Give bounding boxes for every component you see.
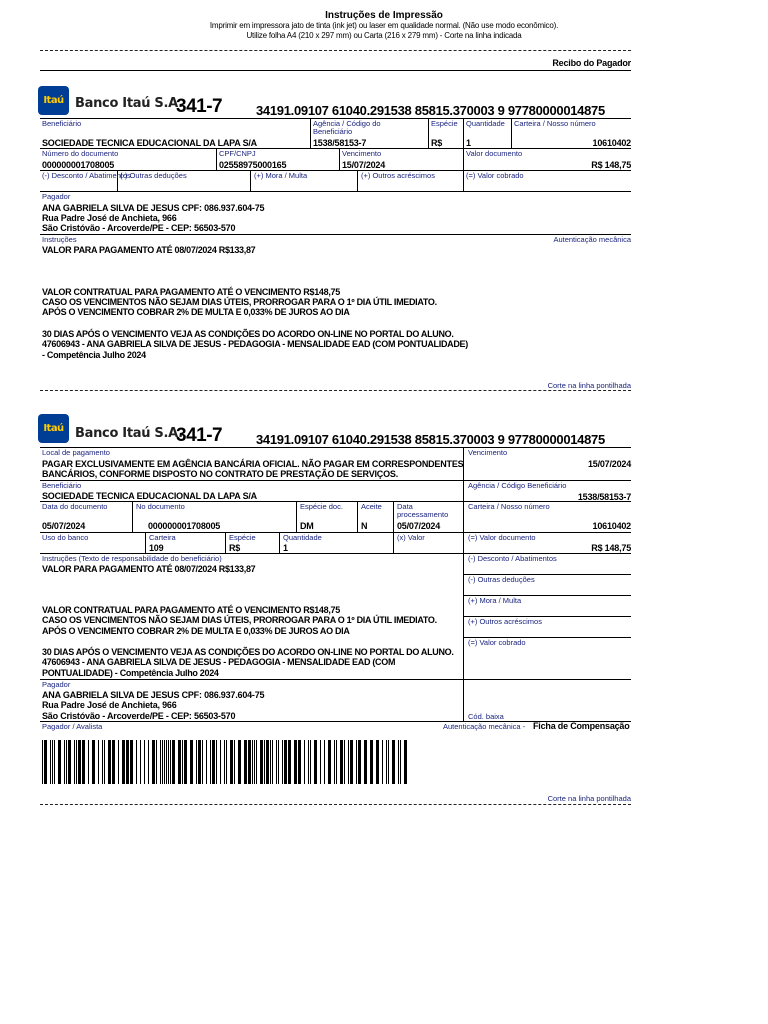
divider [296,501,297,532]
divider [463,447,464,721]
instruction-line: APÓS O VENCIMENTO COBRAR 2% DE MULTA E 0,033% DE JUROS AO DIA [42,307,350,317]
barcode-bar [288,740,291,784]
cut-line [40,804,631,805]
barcode-bar [320,740,321,784]
barcode-bar [294,740,297,784]
barcode-bar [184,740,187,784]
autenticacao-label: Autenticação mecânica [553,235,631,244]
data-proc-label: Data [397,502,413,511]
barcode-bar [400,740,401,784]
valor-doc-value: R$ 148,75 [591,543,631,553]
instruction-line: VALOR PARA PAGAMENTO ATÉ 08/07/2024 R$133,87 [42,245,256,255]
carteira-label: Carteira [149,533,176,542]
barcode-bar [284,740,287,784]
barcode-bar [252,740,253,784]
barcode-bar [76,740,77,784]
barcode-bar [74,740,75,784]
instruction-line: VALOR CONTRATUAL PARA PAGAMENTO ATÉ O VENCIMENTO R$148,75 [42,287,340,297]
agencia-label: Agência / Código do Beneficiário [313,119,381,136]
divider [393,501,394,553]
corte-label: Corte na linha pontilhada [547,381,631,390]
barcode-bar [358,740,361,784]
barcode-bar [344,740,345,784]
autenticacao-label: Autenticação mecânica - [443,722,526,731]
data-doc-label: Data do documento [42,502,108,511]
barcode-bar [144,740,145,784]
barcode-bar [314,740,317,784]
print-instructions-line-1: Imprimir em impressora jato de tinta (ink jet) ou laser em qualidade normal. (Não use modo econômico). [209,21,559,30]
barcode-bar [130,740,133,784]
beneficiario-value: SOCIEDADE TECNICA EDUCACIONAL DA LAPA S/A [42,138,257,148]
quantidade-value: 1 [466,138,471,148]
outros-acrescimos-label: (+) Outros acréscimos [468,617,542,626]
barcode-bar [230,740,233,784]
barcode-bar [340,740,343,784]
barcode-bar [178,740,181,784]
instruction-line: CASO OS VENCIMENTOS NÃO SEJAM DIAS ÚTEIS, PRORROGAR PARA O 1º DIA ÚTIL IMEDIATO. [42,615,437,625]
barcode-bar [334,740,335,784]
pagador-line-1: ANA GABRIELA SILVA DE JESUS CPF: 086.937.604-75 [42,203,265,213]
instruction-line: PONTUALIDADE) - Competência Julho 2024 [42,668,219,678]
divider [428,118,429,148]
quantidade-label: Quantidade [283,533,322,542]
vencimento-value: 15/07/2024 [587,459,631,469]
nosso-numero-value: 10610402 [592,521,631,531]
barcode-bar [256,740,257,784]
corte-label: Corte na linha pontilhada [547,794,631,803]
barcode-bar [126,740,129,784]
barcode-bar [216,740,217,784]
barcode-bar [64,740,65,784]
barcode-bar [278,740,279,784]
barcode-bar [148,740,149,784]
barcode-bar [304,740,305,784]
divider [132,501,133,532]
barcode [42,740,410,784]
barcode-bar [162,740,163,784]
nosso-numero-value: 10610402 [592,138,631,148]
barcode-bar [168,740,169,784]
valor-doc-label: Valor documento [466,149,523,158]
carteira-value: 109 [149,543,164,553]
barcode-bar [206,740,207,784]
instruction-line: - Competência Julho 2024 [42,350,146,360]
instruction-line: VALOR PARA PAGAMENTO ATÉ 08/07/2024 R$133,87 [42,564,256,574]
barcode-bar [226,740,227,784]
cut-line-top [40,50,631,51]
barcode-bar [102,740,103,784]
instrucoes-label: Instruções [42,235,77,244]
bank-name: Banco Itaú S.A. [75,426,183,441]
barcode-bar [356,740,357,784]
especie-value: R$ [431,138,443,148]
quantidade-label: Quantidade [466,119,505,128]
barcode-bar [298,740,301,784]
num-doc-value: 000000001708005 [42,160,115,170]
especie-label: Espécie [229,533,256,542]
barcode-bar [104,740,105,784]
pagador-label: Pagador [42,680,71,689]
barcode-bar [404,740,407,784]
bank-code: 341-7 [176,425,223,446]
vencimento-label: Vencimento [342,149,382,158]
valor-cobrado-label: (=) Valor cobrado [466,171,524,180]
divider [339,148,340,170]
barcode-bar [388,740,389,784]
barcode-bar [386,740,387,784]
barcode-bar [264,740,265,784]
pagador-label: Pagador [42,192,71,201]
barcode-bar [182,740,183,784]
instruction-line: 30 DIAS APÓS O VENCIMENTO VEJA AS CONDIÇÕES DO ACORDO ON-LINE NO PORTAL DO ALUNO. [42,329,454,339]
uso-banco-label: Uso do banco [42,533,89,542]
outros-acrescimos-label: (+) Outros acréscimos [361,171,435,180]
barcode-bar [234,740,235,784]
carteira-nn-label: Carteira / Nosso número [468,502,550,511]
barcode-bar [50,740,51,784]
divider [250,170,251,191]
barcode-bar [210,740,211,784]
barcode-bar [336,740,337,784]
beneficiario-label: Beneficiário [42,481,82,490]
barcode-bar [254,740,255,784]
divider [216,148,217,170]
barcode-bar [272,740,273,784]
outras-deducoes-label: (-) Outras deduções [468,575,535,584]
barcode-bar [202,740,203,784]
barcode-bar [54,740,55,784]
aceite-label: Aceite [361,502,382,511]
barcode-bar [376,740,379,784]
divider [511,118,512,148]
especie-value: R$ [229,543,241,553]
barcode-bar [78,740,81,784]
bank-code: 341-7 [176,96,223,117]
instruction-line: CASO OS VENCIMENTOS NÃO SEJAM DIAS ÚTEIS, PRORROGAR PARA O 1º DIA ÚTIL IMEDIATO. [42,297,437,307]
instruction-line: APÓS O VENCIMENTO COBRAR 2% DE MULTA E 0,033% DE JUROS AO DIA [42,626,350,636]
instruction-line: 30 DIAS APÓS O VENCIMENTO VEJA AS CONDIÇÕES DO ACORDO ON-LINE NO PORTAL DO ALUNO. [42,647,454,657]
barcode-bar [66,740,67,784]
especie-doc-label: Espécie doc. [300,502,343,511]
itau-logo: Itaú [38,86,69,115]
barcode-bar [160,740,161,784]
barcode-bar [244,740,247,784]
barcode-bar [238,740,241,784]
barcode-bar [172,740,175,784]
barcode-bar [164,740,165,784]
print-instructions-line-2: Utilize folha A4 (210 x 297 mm) ou Carta (216 x 279 mm) - Corte na linha indicada [246,31,522,40]
data-doc-value: 05/07/2024 [42,521,86,531]
data-proc-value: 05/07/2024 [397,521,441,531]
num-doc-value: 000000001708005 [148,521,221,531]
recibo-label: Recibo do Pagador [552,58,631,68]
divider [40,234,631,235]
valor-cobrado-label: (=) Valor cobrado [468,638,526,647]
agencia-value: 1538/58153-7 [313,138,367,148]
cpf-label: CPF/CNPJ [219,149,256,158]
cut-line [40,390,631,391]
barcode-bar [248,740,251,784]
barcode-bar [44,740,47,784]
barcode-bar [196,740,197,784]
mora-label: (+) Mora / Multa [254,171,308,180]
agencia-value: 1538/58153-7 [577,492,631,502]
barcode-bar [190,740,193,784]
vencimento-label: Vencimento [468,448,508,457]
barcode-bar [398,740,399,784]
outras-deducoes-label: (-) Outras deduções [120,171,187,180]
instruction-line: 47606943 - ANA GABRIELA SILVA DE JESUS - PEDAGOGIA - MENSALIDADE EAD (COM PONTUALIDADE) [42,339,468,349]
barcode-bar [58,740,61,784]
barcode-bar [382,740,383,784]
valor-doc-value: R$ 148,75 [591,160,631,170]
beneficiario-value: SOCIEDADE TECNICA EDUCACIONAL DA LAPA S/A [42,491,257,501]
divider [145,532,146,553]
barcode-bar [212,740,215,784]
digitable-line: 34191.09107 61040.291538 85815.370003 9 97780000014875 [256,103,605,118]
divider [40,70,631,71]
barcode-bar [118,740,119,784]
pagador-line-1: ANA GABRIELA SILVA DE JESUS CPF: 086.937.604-75 [42,690,265,700]
barcode-bar [282,740,283,784]
barcode-bar [328,740,331,784]
cod-baixa-label: Cód. baixa [468,712,504,721]
local-pagamento-line-1: PAGAR EXCLUSIVAMENTE EM AGÊNCIA BANCÁRIA OFICIAL. NÃO PAGAR EM CORRESPONDENTES [42,459,464,469]
mora-label: (+) Mora / Multa [468,596,522,605]
agencia-label: Agência / Código Beneficiário [468,481,567,490]
barcode-bar [220,740,221,784]
divider [40,679,631,680]
barcode-bar [260,740,263,784]
barcode-bar [276,740,277,784]
data-proc-label-2: processamento [397,510,449,519]
barcode-bar [136,740,137,784]
barcode-bar [170,740,171,784]
barcode-bar [348,740,349,784]
barcode-bar [98,740,99,784]
divider [40,532,631,533]
valor-x-label: (x) Valor [397,533,425,542]
instruction-line: 47606943 - ANA GABRIELA SILVA DE JESUS - PEDAGOGIA - MENSALIDADE EAD (COM [42,657,396,667]
pagador-line-3: São Cristóvão - Arcoverde/PE - CEP: 56503-570 [42,711,236,721]
barcode-bar [152,740,155,784]
divider [310,118,311,148]
barcode-bar [310,740,311,784]
barcode-bar [270,740,271,784]
divider [40,148,631,149]
barcode-bar [392,740,395,784]
pagador-line-2: Rua Padre José de Anchieta, 966 [42,700,177,710]
barcode-bar [108,740,111,784]
barcode-bar [156,740,157,784]
barcode-bar [112,740,115,784]
valor-doc-label: (=) Valor documento [468,533,536,542]
divider [357,501,358,532]
barcode-bar [364,740,367,784]
barcode-bar [308,740,309,784]
cpf-value: 02558975000165 [219,160,287,170]
divider [357,170,358,191]
quantidade-value: 1 [283,543,288,553]
itau-logo: Itaú [38,414,69,443]
desconto-label: (-) Desconto / Abatimentos [42,171,131,180]
ficha-compensacao-label: Ficha de Compensação [533,721,630,731]
divider [463,148,464,191]
desconto-label: (-) Desconto / Abatimentos [468,554,557,563]
barcode-bar [82,740,85,784]
barcode-bar [68,740,71,784]
divider [40,191,631,192]
barcode-bar [198,740,201,784]
local-pagamento-line-2: BANCÁRIOS, CONFORME DISPOSTO NO CONTRATO DE PRESTAÇÃO DE SERVIÇOS. [42,469,399,479]
instruction-line: VALOR CONTRATUAL PARA PAGAMENTO ATÉ O VENCIMENTO R$148,75 [42,605,340,615]
digitable-line: 34191.09107 61040.291538 85815.370003 9 97780000014875 [256,432,605,447]
vencimento-value: 15/07/2024 [342,160,386,170]
instrucoes-label: Instruções (Texto de responsabilidade do beneficiário) [42,554,222,563]
pagador-line-2: Rua Padre José de Anchieta, 966 [42,213,177,223]
divider [40,447,631,448]
especie-label: Espécie [431,119,458,128]
bank-name: Banco Itaú S.A. [75,96,183,111]
aceite-value: N [361,521,368,531]
beneficiario-label: Beneficiário [42,119,82,128]
print-instructions-title: Instruções de Impressão [325,10,443,21]
barcode-bar [92,740,95,784]
divider [463,118,464,148]
barcode-bar [52,740,53,784]
num-doc-label: No documento [136,502,185,511]
avalista-label: Pagador / Avalista [42,722,103,731]
barcode-bar [166,740,167,784]
barcode-bar [350,740,353,784]
barcode-bar [266,740,269,784]
barcode-bar [42,740,43,784]
divider [279,532,280,553]
pagador-line-3: São Cristóvão - Arcoverde/PE - CEP: 56503-570 [42,223,236,233]
barcode-bar [88,740,89,784]
barcode-bar [224,740,225,784]
local-pagamento-label: Local de pagamento [42,448,110,457]
barcode-bar [324,740,325,784]
barcode-bar [370,740,373,784]
divider [225,532,226,553]
especie-doc-value: DM [300,521,314,531]
carteira-label: Carteira / Nosso número [514,119,596,128]
num-doc-label: Número do documento [42,149,119,158]
barcode-bar [122,740,125,784]
barcode-bar [140,740,141,784]
